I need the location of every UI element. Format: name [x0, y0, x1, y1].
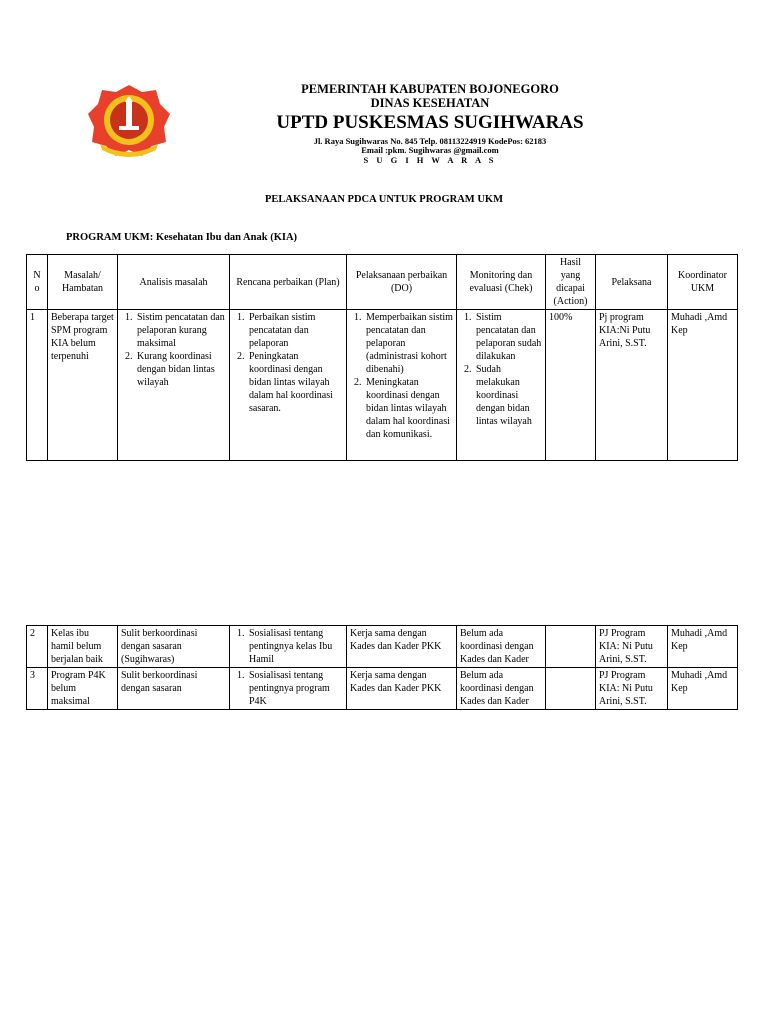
header-hasil: Hasil yang dicapai (Action) — [546, 255, 596, 310]
list-item: 2. Meningkatan koordinasi dengan bidan lintas wilayah dalam hal koordinasi dan komunikasi. — [364, 376, 453, 441]
list-item: 2. Kurang koordinasi dengan bidan lintas wilayah — [135, 350, 226, 389]
cell-hasil — [546, 626, 596, 668]
list-item: 2. Sudah melakukan koordinasi dengan bidan lintas wilayah — [474, 363, 542, 428]
table-header-row — [27, 255, 738, 310]
header-masalah: Masalah/ Hambatan — [48, 255, 118, 310]
cell-masalah: Beberapa target SPM program KIA belum terpenuhi — [48, 310, 118, 461]
cell-koordinator: Muhadi ,Amd Kep — [668, 626, 738, 668]
logo-base — [119, 126, 139, 130]
logo-monument — [126, 102, 132, 126]
cell-pelaksana: Pj program KIA:Ni Putu Arini, S.ST. — [596, 310, 668, 461]
cell-pelaksanaan: Kerja sama dengan Kades dan Kader PKK — [347, 626, 457, 668]
program-label: PROGRAM UKM: Kesehatan Ibu dan Anak (KIA) — [66, 232, 298, 243]
cell-pelaksanaan — [347, 310, 457, 461]
list-item: 1. Perbaikan sistim pencatatan dan pelaporan — [247, 311, 343, 350]
letterhead-org-name: UPTD PUSKESMAS SUGIHWARAS — [276, 111, 584, 133]
table-row — [27, 668, 738, 710]
cell-hasil: 100% — [546, 310, 596, 461]
letterhead-email: Email :pkm. Sugihwaras @gmail.com — [361, 145, 499, 156]
letterhead-line-2: DINAS KESEHATAN — [370, 96, 490, 111]
header-no: N o — [27, 255, 48, 310]
list-item: 1. Sosialisasi tentang pentingnya program P4K — [247, 669, 343, 708]
header-pelaksanaan: Pelaksanaan perbaikan (DO) — [347, 255, 457, 310]
list-item: 1. Sistim pencatatan dan pelaporan sudah dilakukan — [474, 311, 542, 363]
table-row — [27, 626, 738, 668]
cell-rencana — [230, 668, 347, 710]
cell-rencana — [230, 626, 347, 668]
cell-masalah: Kelas ibu hamil belum berjalan baik — [48, 626, 118, 668]
puskesmas-logo — [86, 82, 172, 160]
header-analisis: Analisis masalah — [118, 255, 230, 310]
cell-monitoring: Belum ada koordinasi dengan Kades dan Kader — [457, 668, 546, 710]
cell-koordinator: Muhadi ,Amd Kep — [668, 668, 738, 710]
cell-no: 2 — [27, 626, 48, 668]
cell-analisis — [118, 310, 230, 461]
cell-pelaksana: PJ Program KIA: Ni Putu Arini, S.ST. — [596, 626, 668, 668]
list-item: 2. Peningkatan koordinasi dengan bidan lintas wilayah dalam hal koordinasi sasaran. — [247, 350, 343, 415]
cell-pelaksanaan: Kerja sama dengan Kades dan Kader PKK — [347, 668, 457, 710]
header-monitoring: Monitoring dan evaluasi (Chek) — [457, 255, 546, 310]
cell-analisis: Sulit berkoordinasi dengan sasaran (Sugihwaras) — [118, 626, 230, 668]
letterhead-spaced-name: S U G I H W A R A S — [363, 155, 497, 166]
cell-no: 1 — [27, 310, 48, 461]
header-pelaksana: Pelaksana — [596, 255, 668, 310]
cell-masalah: Program P4K belum maksimal — [48, 668, 118, 710]
pdca-table-continued — [26, 625, 738, 710]
cell-hasil — [546, 668, 596, 710]
list-item: 1. Sistim pencatatan dan pelaporan kurang maksimal — [135, 311, 226, 350]
document-title: PELAKSANAAN PDCA UNTUK PROGRAM UKM — [265, 194, 503, 205]
table-row — [27, 310, 738, 461]
cell-monitoring: Belum ada koordinasi dengan Kades dan Kader — [457, 626, 546, 668]
cell-rencana — [230, 310, 347, 461]
header-koordinator: Koordinator UKM — [668, 255, 738, 310]
letterhead — [200, 82, 660, 166]
letterhead-line-1: PEMERINTAH KABUPATEN BOJONEGORO — [301, 82, 559, 96]
cell-monitoring — [457, 310, 546, 461]
list-item: 1. Memperbaikan sistim pencatatan dan pelaporan (administrasi kohort dibenahi) — [364, 311, 453, 376]
cell-no: 3 — [27, 668, 48, 710]
cell-pelaksana: PJ Program KIA: Ni Putu Arini, S.ST. — [596, 668, 668, 710]
pdca-table — [26, 254, 738, 461]
cell-koordinator: Muhadi ,Amd Kep — [668, 310, 738, 461]
header-rencana: Rencana perbaikan (Plan) — [230, 255, 347, 310]
cell-analisis: Sulit berkoordinasi dengan sasaran — [118, 668, 230, 710]
letterhead-address: Jl. Raya Sugihwaras No. 845 Telp. 08113224919 KodePos: 62183 — [313, 135, 547, 146]
list-item: 1. Sosialisasi tentang pentingnya kelas Ibu Hamil — [247, 627, 343, 666]
